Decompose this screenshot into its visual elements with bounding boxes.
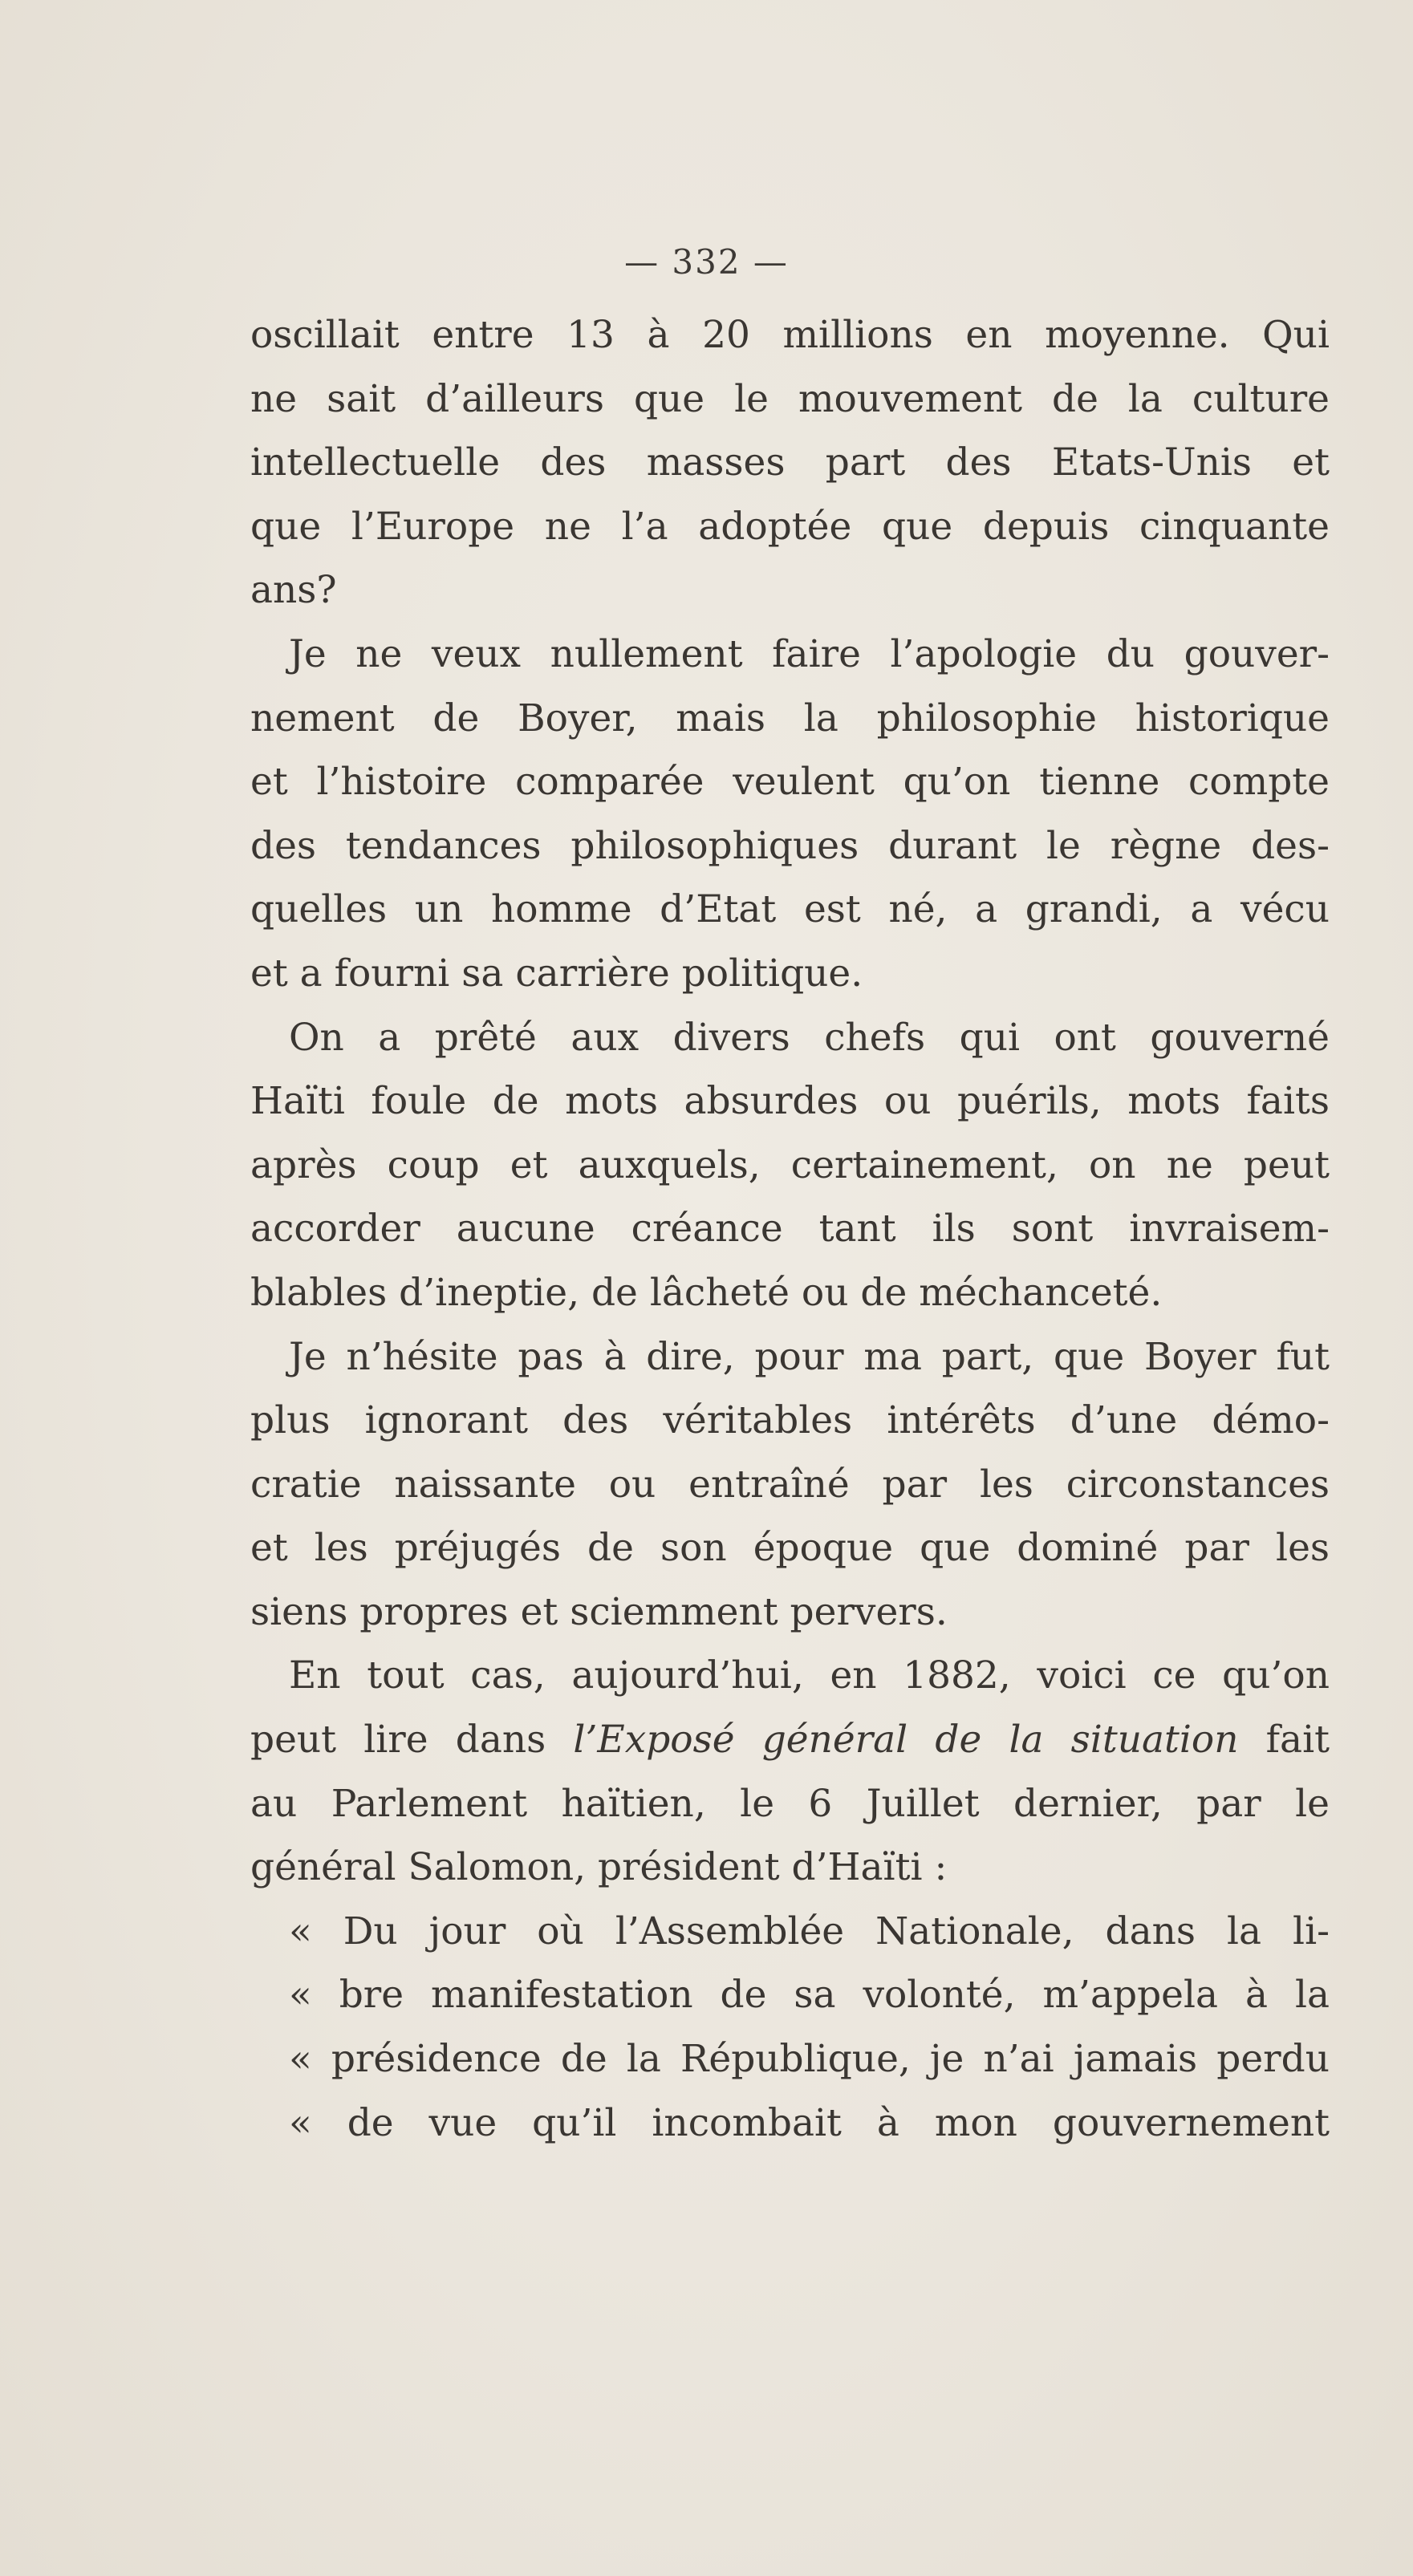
text-line: et les préjugés de son époque que dominé par les (250, 1526, 1330, 1571)
text-line: accorder aucune créance tant ils sont invraisem- (250, 1207, 1330, 1251)
text-line: des tendances philosophiques durant le règne des- (250, 823, 1330, 868)
paragraph-start-line: Je n’hésite pas à dire, pour ma part, que Boyer fut (289, 1334, 1330, 1379)
paragraph-start-line: En tout cas, aujourd’hui, en 1882, voici ce qu’on (289, 1653, 1330, 1698)
text-body (250, 303, 1330, 2155)
text-line: que l’Europe ne l’a adoptée que depuis cinquante (250, 504, 1330, 549)
text-line: ans? (250, 568, 337, 613)
text-line: intellectuelle des masses part des Etats-Unis et (250, 440, 1330, 485)
text-line: général Salomon, président d’Haïti : (250, 1845, 948, 1890)
text-line: cratie naissante ou entraîné par les circonstances (250, 1462, 1330, 1507)
text-line: après coup et auxquels, certainement, on ne peut (250, 1142, 1330, 1187)
text-line: ne sait d’ailleurs que le mouvement de la culture (250, 376, 1330, 421)
text-segment: peut lire dans (250, 1718, 574, 1763)
page-number: — 332 — (624, 242, 789, 282)
text-line: siens propres et sciemment pervers. (250, 1589, 948, 1634)
paragraph-start-line: Je ne veux nullement faire l’apologie du gouver- (289, 631, 1330, 676)
text-line: Haïti foule de mots absurdes ou puérils, mots faits (250, 1079, 1330, 1124)
quote-line: « Du jour où l’Assemblée Nationale, dans la li- (289, 1909, 1330, 1953)
quote-line: « de vue qu’il incombait à mon gouvernement (289, 2100, 1330, 2145)
text-line-with-title (250, 1708, 1330, 1772)
text-line: plus ignorant des véritables intérêts d’une démo- (250, 1398, 1330, 1443)
paragraph-start-line: On a prêté aux divers chefs qui ont gouverné (289, 1015, 1330, 1060)
text-line: quelles un homme d’Etat est né, a grandi, a vécu (250, 887, 1330, 932)
quote-line: « bre manifestation de sa volonté, m’appela à la (289, 1973, 1330, 2018)
text-line: oscillait entre 13 à 20 millions en moyenne. Qui (250, 313, 1330, 357)
quote-line: « présidence de la République, je n’ai jamais perdu (289, 2037, 1330, 2082)
cited-title: l’Exposé général de la situation (573, 1718, 1239, 1763)
text-line: et a fourni sa carrière politique. (250, 951, 863, 996)
text-line: au Parlement haïtien, le 6 Juillet dernier, par le (250, 1781, 1330, 1826)
text-line: blables d’ineptie, de lâcheté ou de méchanceté. (250, 1270, 1163, 1315)
text-segment: fait (1238, 1718, 1330, 1763)
text-line: et l’histoire comparée veulent qu’on tienne compte (250, 760, 1330, 805)
text-line: nement de Boyer, mais la philosophie historique (250, 696, 1330, 740)
